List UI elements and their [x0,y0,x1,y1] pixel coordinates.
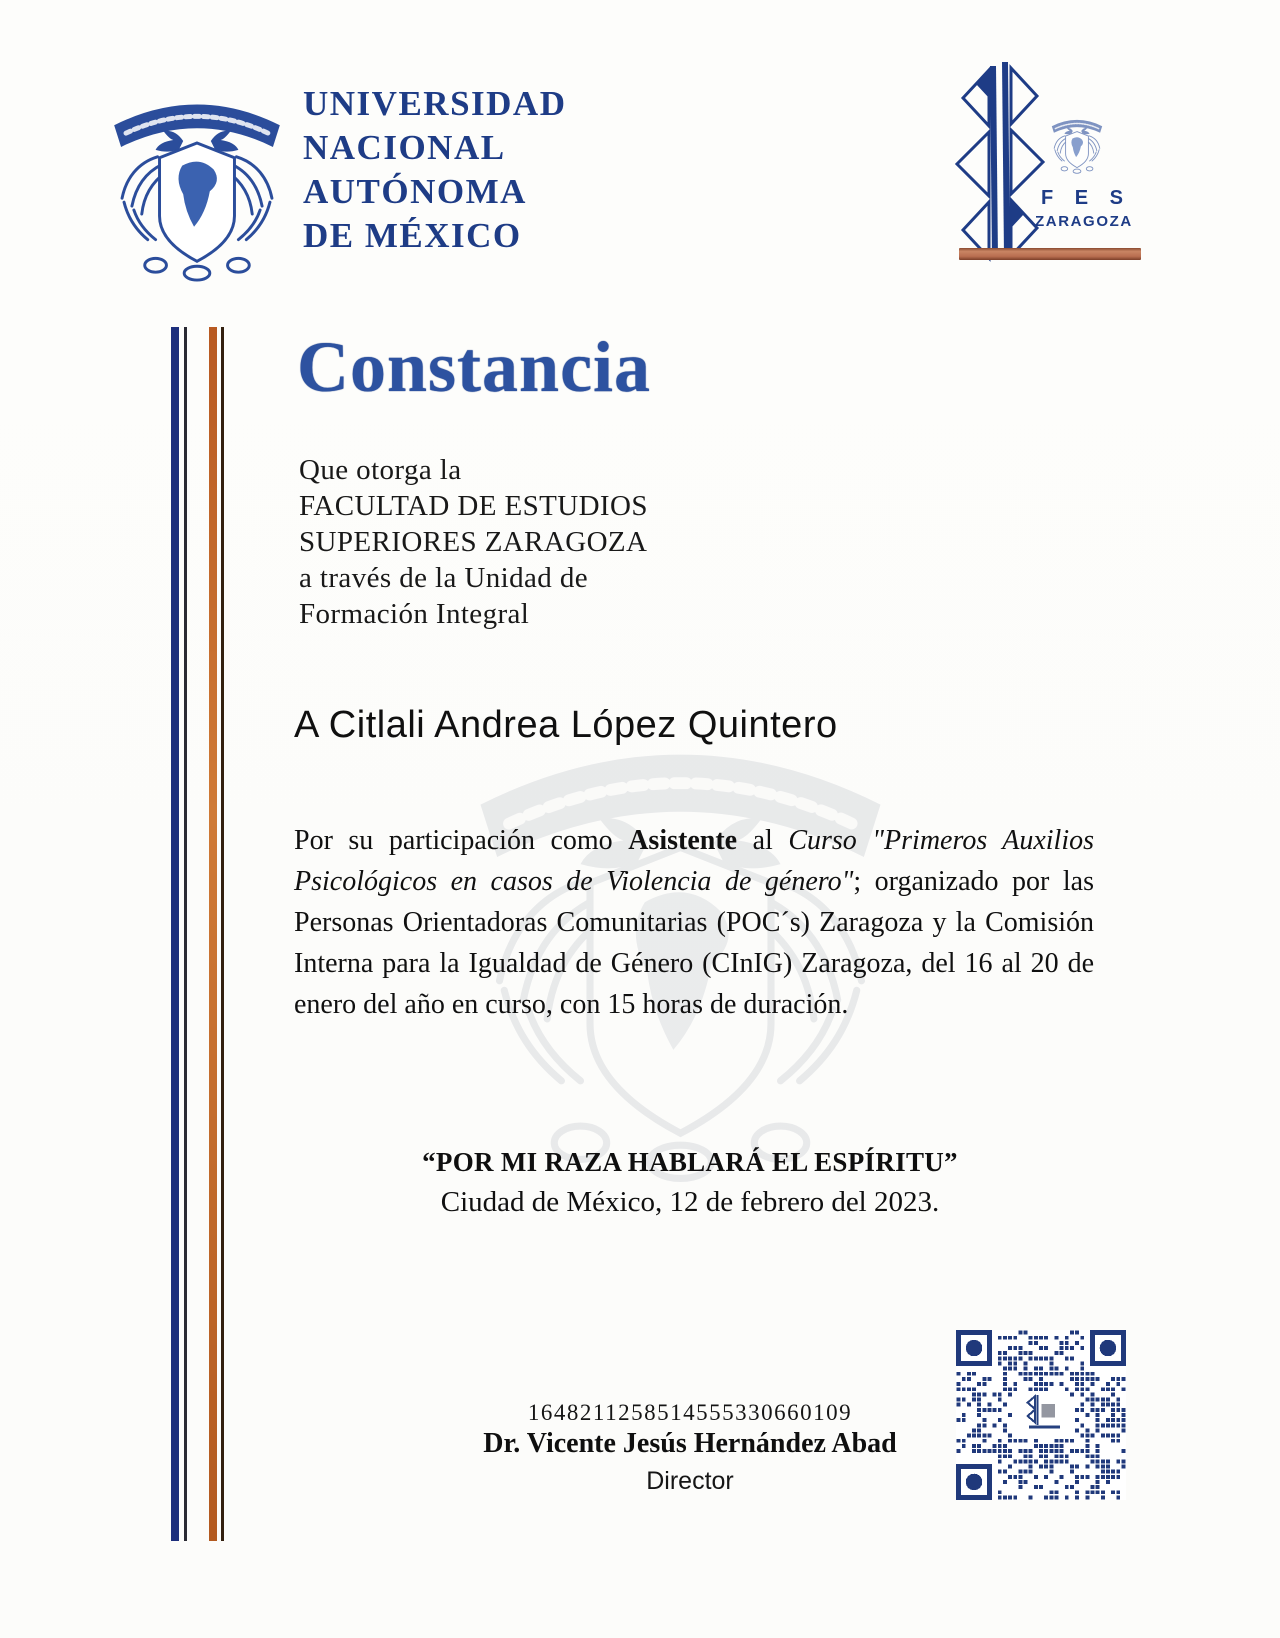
fes-campus-label: ZARAGOZA [1035,213,1133,230]
qr-code-icon [956,1330,1126,1500]
recipient-name: A Citlali Andrea López Quintero [294,704,838,746]
issuer-block [299,452,648,632]
margin-rule-blue [171,327,179,1541]
fes-acronym-label: F E S [1041,187,1132,209]
folio-number: 1648211258514555330660109 [527,1400,853,1425]
margin-rule-dark-left [184,327,187,1541]
body-segment: Curso "Primeros Auxilios Psicológicos en casos de Violencia de género" [294,825,1094,897]
signer-title: Director [646,1467,734,1495]
body-segment: ; organizado por las Personas Orientadoras Comunitarias (POC´s) Zaragoza y la Comisión Interna para la Igualdad de Género (CInIG) Zaragoza, del 16 al 20 de enero del año en curso, con 15 horas de duración. [294,866,1094,1020]
body-segment: al [737,825,789,856]
issuer-line: Que otorga la [299,454,462,486]
signer-name: Dr. Vicente Jesús Hernández Abad [483,1428,897,1459]
issuer-line: a través de la Unidad de [299,562,589,594]
margin-rule-orange [209,327,217,1541]
date-line: Ciudad de México, 12 de febrero del 2023. [440,1186,940,1218]
university-name-line: NACIONAL [303,128,506,167]
fes-logo-bar [959,248,1141,260]
university-name-line: DE MÉXICO [303,216,522,255]
issuer-line: SUPERIORES ZARAGOZA [299,526,648,558]
issuer-line: Formación Integral [299,598,530,630]
university-motto: “POR MI RAZA HABLARÁ EL ESPÍRITU” [422,1147,958,1177]
university-name-line: UNIVERSIDAD [303,84,567,123]
issuer-line: FACULTAD DE ESTUDIOS [299,490,648,522]
university-name [303,82,566,258]
certificate-title: Constancia [297,327,652,407]
fes-zaragoza-logo-icon [953,60,1149,266]
qr-center-logo-icon [1028,1395,1060,1427]
body-paragraph [294,820,1094,1025]
unam-crest-icon [98,72,296,284]
margin-rule-dark-right [221,327,224,1541]
university-name-line: AUTÓNOMA [303,172,527,211]
body-segment: Por su participación como [294,825,629,856]
body-segment: Asistente [628,825,738,856]
